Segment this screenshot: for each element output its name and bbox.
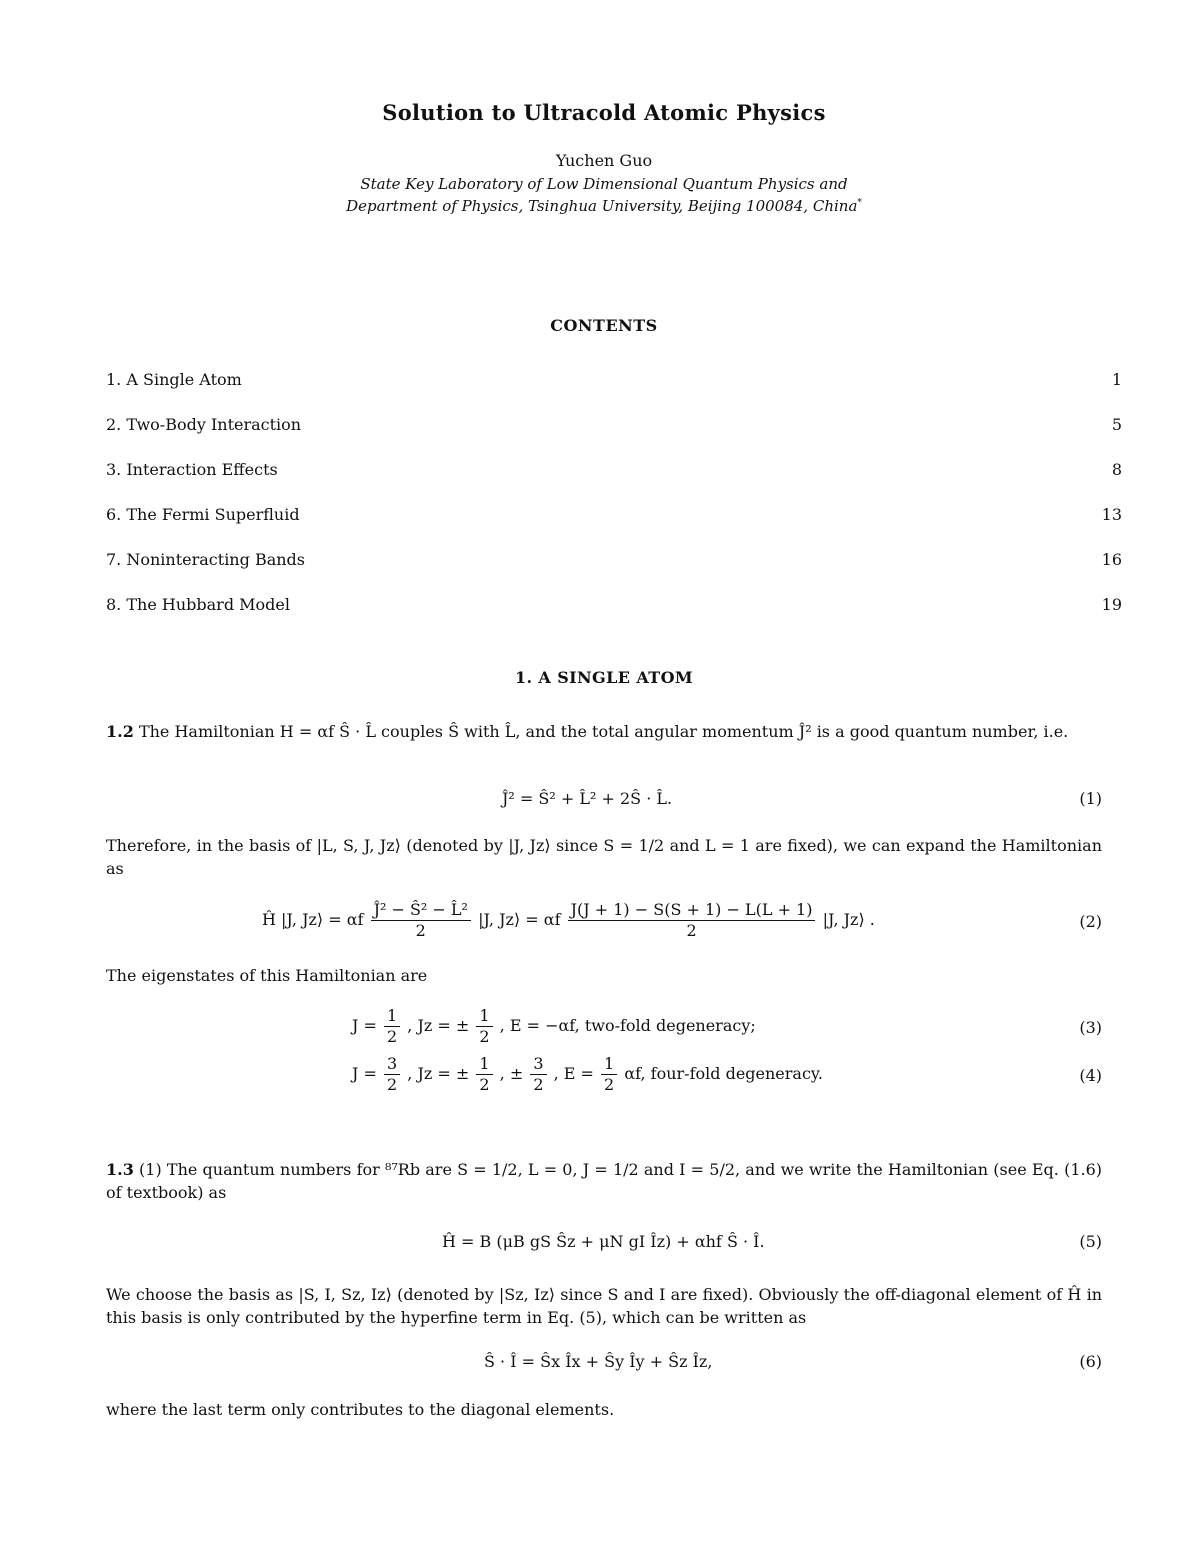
toc-entry[interactable]	[106, 415, 1122, 434]
denominator: 2	[479, 1027, 490, 1046]
equation-body: Ĥ = B (μB gS Ŝz + μN gI Îz) + αhf Ŝ · Î.	[442, 1232, 765, 1251]
equation-4	[106, 1054, 1102, 1100]
eq4-jz: , Jz = ±	[407, 1064, 470, 1083]
denominator: 2	[686, 921, 697, 940]
denominator: 2	[387, 1027, 398, 1046]
toc-entry[interactable]	[106, 505, 1122, 524]
toc-entry[interactable]	[106, 550, 1122, 569]
toc-entry-page: 8	[1111, 460, 1122, 479]
equation-number: (3)	[1079, 1018, 1102, 1037]
equation-5	[106, 1232, 1102, 1256]
contents-heading: CONTENTS	[550, 316, 658, 335]
denominator: 2	[415, 921, 426, 940]
paragraph-text: (1) The quantum numbers for ⁸⁷Rb are S = 1/2, L = 0, J = 1/2 and I = 5/2, and we write the Hamiltonian (see Eq. (1.6) of textbook) as	[106, 1160, 1103, 1202]
equation-body	[352, 1006, 756, 1047]
fraction	[568, 900, 816, 941]
paragraph-choose: We choose the basis as |S, I, Sz, Iz⟩ (denoted by |Sz, Iz⟩ since S and I are fixed). Obviously the off-diagonal element of Ĥ in this basis is only contributed by the hyperfine term in Eq. (5), which can be written as	[106, 1285, 1102, 1327]
equation-6	[106, 1352, 1102, 1376]
equation-body: Ĵ² = Ŝ² + L̂² + 2Ŝ · L̂.	[502, 789, 673, 808]
paper-title: Solution to Ultracold Atomic Physics	[382, 100, 826, 125]
numerator: 1	[601, 1054, 617, 1075]
equation-number: (1)	[1079, 789, 1102, 808]
equation-number: (6)	[1079, 1352, 1102, 1371]
toc-entry[interactable]	[106, 460, 1122, 479]
numerator: 3	[384, 1054, 400, 1075]
fraction	[371, 900, 471, 941]
toc-entry-page: 13	[1101, 505, 1122, 524]
eq4-energy: , E =	[553, 1064, 594, 1083]
equation-body: Ŝ · Î = Ŝx Îx + Ŝy Îy + Ŝz Îz,	[484, 1352, 713, 1371]
equation-number: (4)	[1079, 1066, 1102, 1085]
denominator: 2	[533, 1075, 544, 1094]
toc-entry-label: 3. Interaction Effects	[106, 460, 278, 479]
toc-entry-label: 7. Noninteracting Bands	[106, 550, 305, 569]
section-heading: 1. A SINGLE ATOM	[514, 668, 694, 687]
toc-entry-label: 6. The Fermi Superfluid	[106, 505, 300, 524]
equation-2	[106, 900, 1102, 946]
eq3-jz: , Jz = ±	[407, 1016, 470, 1035]
equation-3	[106, 1006, 1102, 1052]
paragraph-eigen: The eigenstates of this Hamiltonian are	[106, 966, 428, 985]
toc-entry-label: 8. The Hubbard Model	[106, 595, 290, 614]
eq2-right: |J, Jz⟩ .	[822, 910, 875, 929]
equation-body	[262, 900, 875, 941]
eq4-jz-mid: , ±	[499, 1064, 524, 1083]
affiliation-footnote-mark: *	[857, 198, 862, 208]
equation-number: (2)	[1079, 912, 1102, 931]
paragraph-1-2	[106, 720, 1102, 743]
fraction	[476, 1006, 492, 1047]
fraction	[384, 1006, 400, 1047]
numerator: 1	[384, 1006, 400, 1027]
eq2-mid: |J, Jz⟩ = αf	[478, 910, 561, 929]
numerator: 1	[476, 1054, 492, 1075]
denominator: 2	[387, 1075, 398, 1094]
numerator: J(J + 1) − S(S + 1) − L(L + 1)	[568, 900, 816, 921]
equation-body	[352, 1054, 823, 1095]
toc-entry-label: 2. Two-Body Interaction	[106, 415, 302, 434]
fraction	[476, 1054, 492, 1095]
problem-label: 1.3	[106, 1160, 134, 1179]
fraction	[601, 1054, 617, 1095]
denominator: 2	[604, 1075, 615, 1094]
toc-entry-page: 1	[1111, 370, 1122, 389]
eq3-energy: , E = −αf, two-fold degeneracy;	[499, 1016, 756, 1035]
paragraph-last: where the last term only contributes to the diagonal elements.	[106, 1400, 615, 1419]
eq2-left: Ĥ |J, Jz⟩ = αf	[262, 910, 364, 929]
fraction	[384, 1054, 400, 1095]
numerator: 1	[476, 1006, 492, 1027]
toc-entry-page: 16	[1101, 550, 1122, 569]
toc-entry[interactable]	[106, 370, 1122, 389]
affiliation-text: Department of Physics, Tsinghua University, Beijing 100084, China	[346, 197, 858, 215]
affiliation-line-2	[0, 197, 1200, 215]
equation-number: (5)	[1079, 1232, 1102, 1251]
toc-entry[interactable]	[106, 595, 1122, 614]
equation-1	[106, 789, 1102, 813]
numerator: 3	[530, 1054, 546, 1075]
fraction	[530, 1054, 546, 1095]
paragraph-basis: Therefore, in the basis of |L, S, J, Jz⟩ (denoted by |J, Jz⟩ since S = 1/2 and L = 1 are fixed), we can expand the Hamiltonian as	[106, 836, 1102, 878]
eq4-tail: αf, four-fold degeneracy.	[624, 1064, 823, 1083]
author-name: Yuchen Guo	[555, 151, 653, 170]
problem-label: 1.2	[106, 722, 134, 741]
toc-entry-page: 5	[1111, 415, 1122, 434]
paragraph-1-3	[106, 1158, 1102, 1204]
eq4-j: J =	[352, 1064, 377, 1083]
paragraph-text: The Hamiltonian H = αf Ŝ · L̂ couples Ŝ with L̂, and the total angular momentum Ĵ² is a good quantum number, i.e.	[138, 722, 1069, 741]
denominator: 2	[479, 1075, 490, 1094]
affiliation-line-1: State Key Laboratory of Low Dimensional Quantum Physics and	[360, 175, 848, 193]
toc-entry-label: 1. A Single Atom	[106, 370, 242, 389]
numerator: Ĵ² − Ŝ² − L̂²	[371, 900, 471, 921]
eq3-j: J =	[352, 1016, 377, 1035]
toc-entry-page: 19	[1101, 595, 1122, 614]
